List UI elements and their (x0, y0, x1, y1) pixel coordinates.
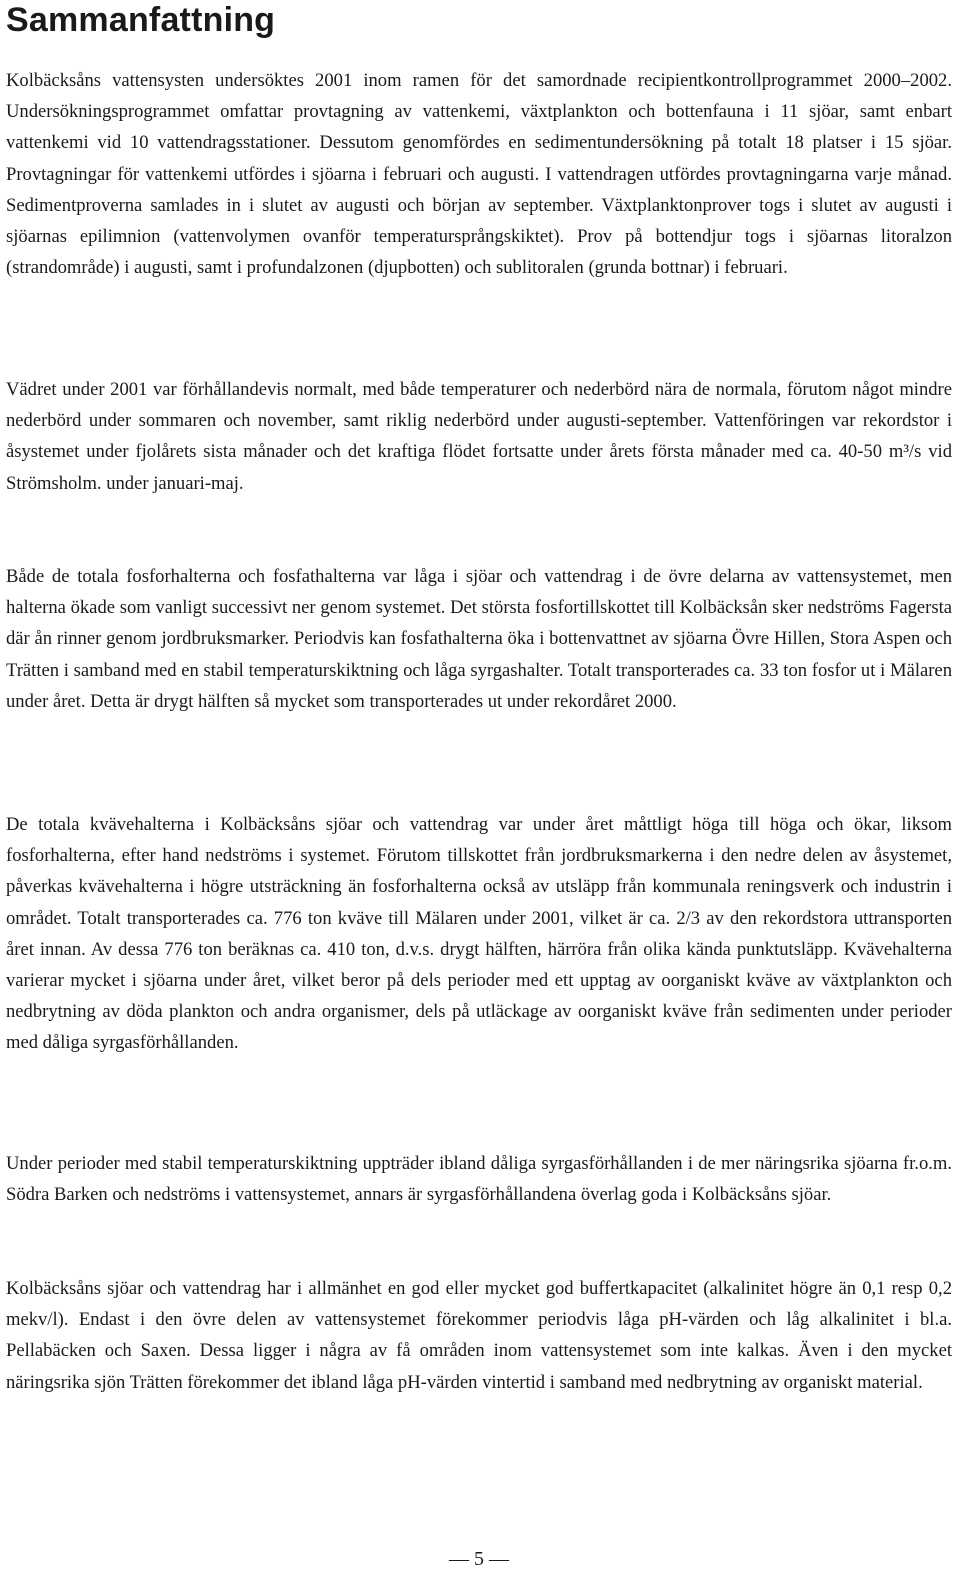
page-number: — 5 — (449, 1548, 509, 1570)
paragraph-weather: Vädret under 2001 var förhållandevis normalt, med både temperaturer och nederbörd nära de normala, förutom något mindre nederbörd under sommaren och november, samt riklig nederbörd under augusti-september. Vattenföringen var rekordstor i åsystemet under fjolårets sista månader och det kraftiga flödet fortsatte under årets första månader med ca. 40-50 m³/s vid Strömsholm. under januari-maj. (6, 379, 952, 494)
paragraph-oxygen: Under perioder med stabil temperaturskiktning uppträder ibland dåliga syrgasförhållanden i de mer näringsrika sjöarna fr.o.m. Södra Barken och nedströms i vattensystemet, annars är syrgasförhållandena överlag goda i Kolbäcksåns sjöar. (6, 1153, 952, 1206)
paragraph-phosphorus: Både de totala fosforhalterna och fosfathalterna var låga i sjöar och vattendrag i de övre delarna av vattensystemet, men halterna ökade som vanligt successivt ner genom systemet. Det största fosfortillskottet till Kolbäcksån sker nedströms Fagersta där ån rinner genom jordbruksmarker. Periodvis kan fosfathalterna öka i bottenvattnet av sjöarna Övre Hillen, Stora Aspen och Trätten i samband med en stabil temperaturskiktning och låga syrgashalter. Totalt transporterades ca. 33 ton fosfor ut i Mälaren under året. Detta är drygt hälften så mycket som transporterades ut under rekordåret 2000. (6, 566, 952, 712)
document-page (6, 0, 952, 1570)
paragraph-buffer-capacity: Kolbäcksåns sjöar och vattendrag har i allmänhet en god eller mycket god buffertkapacitet (alkalinitet högre än 0,1 resp 0,2 mekv/l). Endast i den övre delen av vattensystemet förekommer periodvis låga pH-värden och låg alkalinitet i bl.a. Pellabäcken och Saxen. Dessa ligger i några av få områden inom vattensystemet som inte kalkas. Även i den mycket näringsrika sjön Trätten förekommer det ibland låga pH-värden vintertid i samband med nedbrytning av organiskt material. (6, 1278, 952, 1393)
paragraph-nitrogen: De totala kvävehalterna i Kolbäcksåns sjöar och vattendrag var under året måttligt höga till höga och ökar, liksom fosforhalterna, efter hand nedströms i systemet. Förutom tillskottet från jordbruksmarkerna i den nedre delen av åsystemet, påverkas kvävehalterna i högre utsträckning än fosforhalterna också av utsläpp från kommunala reningsverk och industrin i området. Totalt transporterades ca. 776 ton kväve till Mälaren under 2001, vilket är ca. 2/3 av den rekordstora uttransporten året innan. Av dessa 776 ton beräknas ca. 410 ton, d.v.s. drygt hälften, härröra från olika kända punktutsläpp. Kvävehalterna varierar mycket i sjöarna under året, vilket beror på dels perioder med ett upptag av oorganiskt kväve av växtplankton och nedbrytning av döda plankton och andra organismer, dels på utläckage av oorganiskt kväve från sedimenten under perioder med dåliga syrgasförhållanden. (6, 814, 952, 1054)
paragraph-sampling-overview: Kolbäcksåns vattensysten undersöktes 2001 inom ramen för det samordnade recipientkontrollprogrammet 2000–2002. Undersökningsprogrammet omfattar provtagning av vattenkemi, växtplankton och bottenfauna i 11 sjöar, samt enbart vattenkemi vid 10 vattendragsstationer. Dessutom genomfördes en sedimentundersökning på totalt 18 platser i 15 sjöar. Provtagningar för vattenkemi utfördes i sjöarna i februari och augusti. I vattendragen utfördes provtagningarna varje månad. Sedimentproverna samlades in i slutet av augusti och början av september. Växtplanktonprover togs i slutet av augusti i sjöarnas epilimnion (vattenvolymen ovanför temperatursprångskiktet). Prov på bottendjur togs i sjöarnas litoralzon (strandområde) i augusti, samt i profundalzonen (djupbotten) och sublitoralen (grunda bottnar) i februari. (6, 70, 952, 279)
page-title: Sammanfattning (6, 1, 276, 39)
